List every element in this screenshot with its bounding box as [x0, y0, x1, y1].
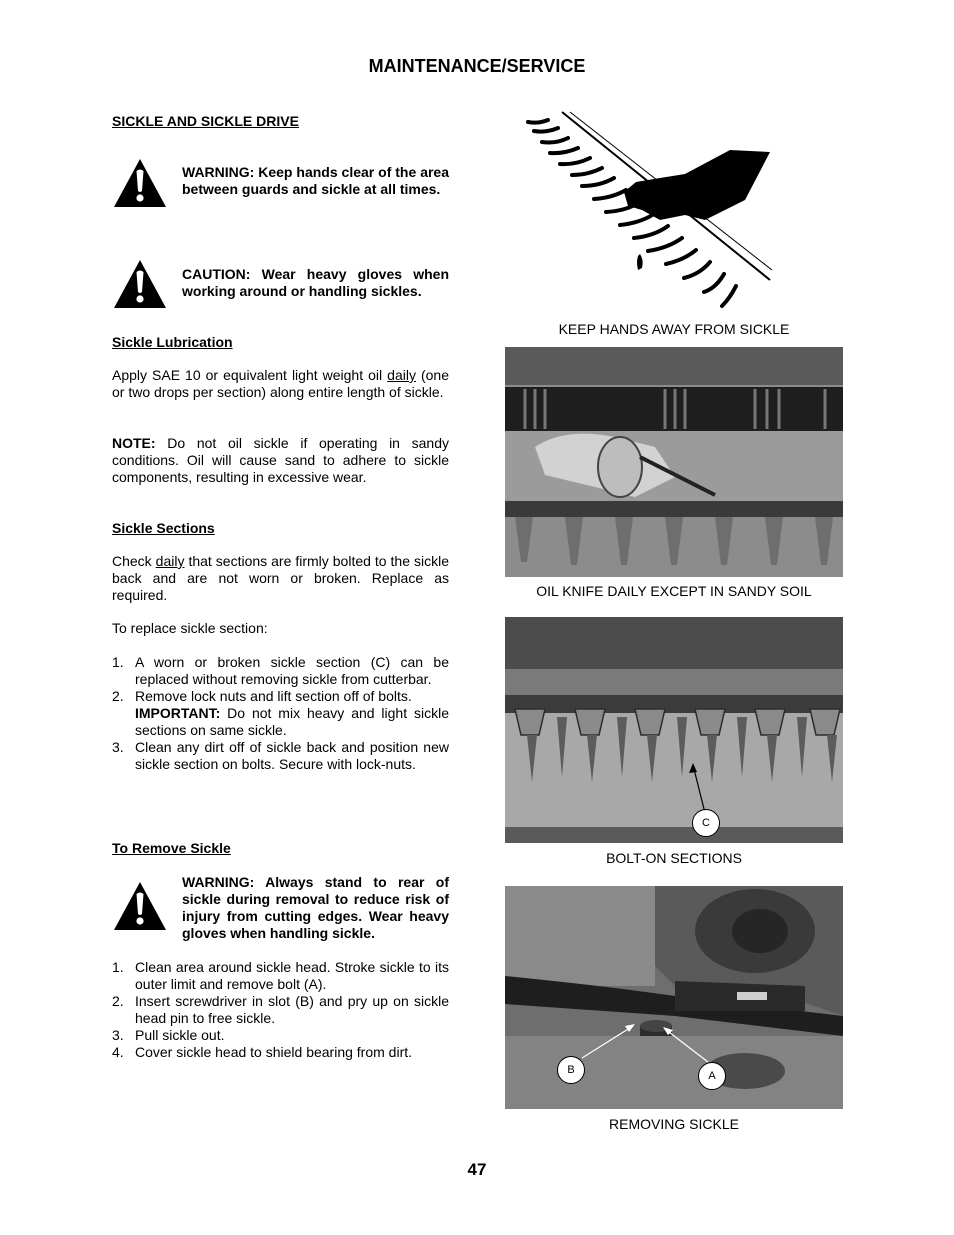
warning-triangle-icon [112, 880, 168, 937]
replace-steps-list [112, 654, 449, 773]
page-number: 47 [467, 1160, 487, 1179]
step-text: Clean any dirt off of sickle back and position new sickle section on bolts. Secure with lock-nuts. [135, 739, 449, 772]
figure-oiling-photo [505, 347, 843, 577]
figure-caption: OIL KNIFE DAILY EXCEPT IN SANDY SOIL [536, 583, 812, 599]
step-number: 1. [112, 654, 124, 670]
step-text: Cover sickle head to shield bearing from dirt. [135, 1044, 413, 1060]
lubrication-paragraph [112, 367, 449, 401]
step-number: 2. [112, 688, 124, 704]
step-number: 1. [112, 959, 124, 975]
sections-text: that sections are firmly bolted to the sickle back and are not worn or broken. Replace as required. [112, 553, 449, 603]
figure-caption: REMOVING SICKLE [609, 1116, 739, 1132]
replace-intro: To replace sickle section: [112, 620, 268, 636]
list-item [112, 654, 449, 688]
list-item [112, 1044, 449, 1061]
section-heading-remove: To Remove Sickle [112, 840, 231, 856]
page-title: MAINTENANCE/SERVICE [368, 56, 586, 76]
warning-triangle-icon [112, 258, 168, 315]
sections-paragraph [112, 553, 449, 604]
step-text: Insert screwdriver in slot (B) and pry up on sickle head pin to free sickle. [135, 993, 449, 1026]
list-item [112, 959, 449, 993]
step-text: Clean area around sickle head. Stroke sickle to its outer limit and remove bolt (A). [135, 959, 449, 992]
list-item [112, 739, 449, 773]
daily-emphasis: daily [155, 553, 185, 569]
warning-text-removal: WARNING: Always stand to rear of sickle during removal to reduce risk of injury from cutting edges. Wear heavy gloves when handling sickle. [182, 874, 449, 941]
note-text: Do not oil sickle if operating in sandy conditions. Oil will cause sand to adhere to sickle components, resulting in excessive wear. [112, 435, 449, 485]
figure-hand-sickle-illustration [520, 110, 775, 312]
list-item [112, 993, 449, 1027]
lubrication-text: Apply SAE 10 or equivalent light weight oil [112, 367, 388, 383]
callout-c: C [692, 809, 720, 837]
section-heading-sections: Sickle Sections [112, 520, 215, 536]
figure-bolt-on-sections-photo [505, 617, 843, 843]
important-text: Do not mix heavy and light sickle sections on same sickle. [135, 705, 449, 738]
important-label: IMPORTANT: [135, 705, 221, 721]
callout-b: B [557, 1056, 585, 1084]
callout-a: A [698, 1062, 726, 1090]
remove-steps-list [112, 959, 449, 1061]
warning-triangle-icon [112, 157, 168, 214]
list-item [112, 1027, 449, 1044]
step-number: 3. [112, 739, 124, 755]
section-heading-lubrication: Sickle Lubrication [112, 334, 233, 350]
lubrication-text: (one or two drops per section) along entire length of sickle. [112, 367, 449, 400]
daily-emphasis: daily [387, 367, 416, 383]
step-text: Pull sickle out. [135, 1027, 225, 1043]
note-label: NOTE: [112, 435, 156, 451]
figure-removing-sickle-photo [505, 886, 843, 1109]
list-item [112, 688, 449, 739]
step-text: Remove lock nuts and lift section off of bolts. [135, 688, 412, 704]
step-number: 3. [112, 1027, 124, 1043]
sections-text: Check [112, 553, 156, 569]
figure-caption: KEEP HANDS AWAY FROM SICKLE [558, 321, 790, 337]
step-number: 2. [112, 993, 124, 1009]
step-number: 4. [112, 1044, 124, 1060]
warning-text-hands: WARNING: Keep hands clear of the area between guards and sickle at all times. [182, 164, 449, 197]
caution-text-gloves: CAUTION: Wear heavy gloves when working around or handling sickles. [182, 266, 449, 299]
step-text: A worn or broken sickle section (C) can be replaced without removing sickle from cutterbar. [135, 654, 449, 687]
figure-caption: BOLT-ON SECTIONS [606, 850, 742, 866]
section-heading-sickle-drive: SICKLE AND SICKLE DRIVE [112, 113, 299, 129]
lubrication-note [112, 435, 449, 486]
